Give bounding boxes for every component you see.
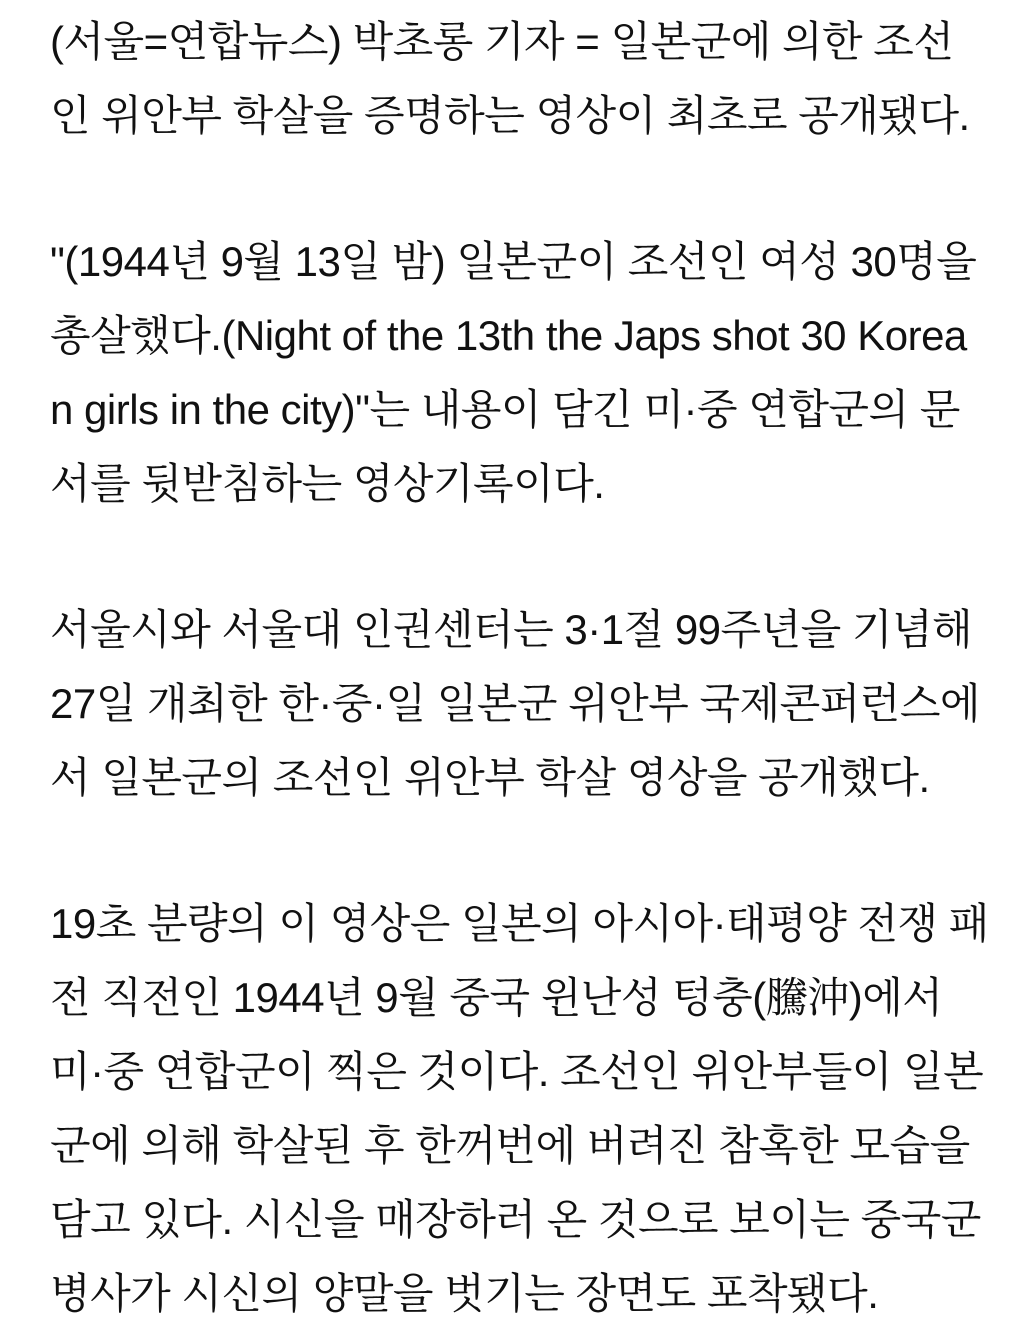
text-line: 전 직전인 1944년 9월 중국 윈난성 텅충(騰沖)에서	[50, 974, 943, 1021]
text-line: 인 위안부 학살을 증명하는 영상이 최초로 공개됐다.	[50, 92, 970, 139]
text-line: 군에 의해 학살된 후 한꺼번에 버려진 참혹한 모습을	[50, 1122, 970, 1169]
paragraph	[50, 5, 984, 153]
paragraph	[50, 887, 989, 1331]
text-line: 서를 뒷받침하는 영상기록이다.	[50, 460, 605, 507]
text-line: n girls in the city)"는 내용이 담긴 미·중 연합군의 문	[50, 386, 960, 433]
text-line: 병사가 시신의 양말을 벗기는 장면도 포착됐다.	[50, 1270, 879, 1317]
paragraph	[50, 593, 984, 815]
paragraph	[50, 225, 984, 521]
text-line: 담고 있다. 시신을 매장하러 온 것으로 보이는 중국군	[50, 1196, 981, 1243]
text-line: 총살했다.(Night of the 13th the Japs shot 30 Korea	[50, 312, 967, 359]
text-line: 서 일본군의 조선인 위안부 학살 영상을 공개했다.	[50, 754, 930, 801]
text-line: 미·중 연합군이 찍은 것이다. 조선인 위안부들이 일본	[50, 1048, 984, 1095]
text-line: 서울시와 서울대 인권센터는 3·1절 99주년을 기념해	[50, 606, 973, 653]
text-line: 27일 개최한 한·중·일 일본군 위안부 국제콘퍼런스에	[50, 680, 980, 727]
text-line: (서울=연합뉴스) 박초롱 기자 = 일본군에 의한 조선	[50, 18, 954, 65]
text-line: 19초 분량의 이 영상은 일본의 아시아·태평양 전쟁 패	[50, 900, 989, 947]
text-line: "(1944년 9월 13일 밤) 일본군이 조선인 여성 30명을	[50, 238, 977, 285]
